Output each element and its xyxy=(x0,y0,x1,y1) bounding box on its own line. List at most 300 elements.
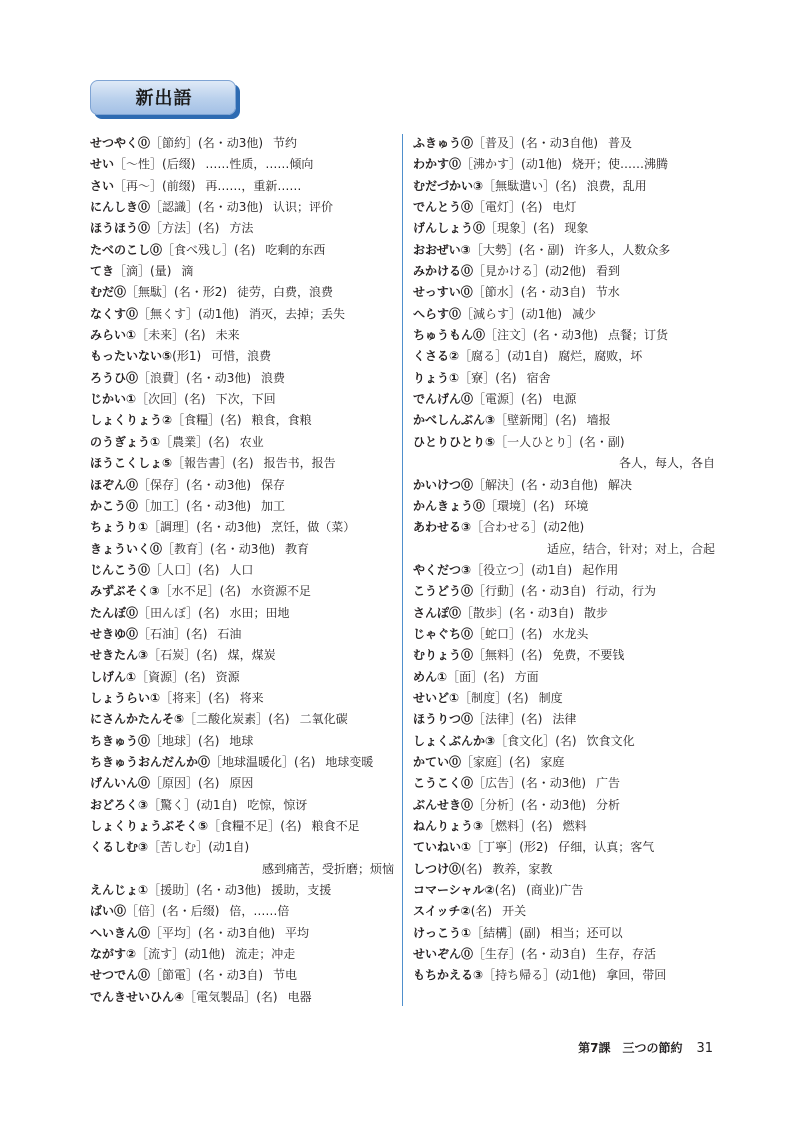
vocab-meaning: 可惜，浪费 xyxy=(211,349,272,364)
vocab-reading: せい xyxy=(90,157,115,172)
vocab-meaning: 行动，行为 xyxy=(596,584,657,599)
vocab-part-of-speech: (动1他) xyxy=(184,947,226,962)
vocab-kanji: ［電気製品］ xyxy=(184,989,257,1004)
vocab-part-of-speech: (名) xyxy=(483,669,505,684)
vocab-meaning: 解决 xyxy=(608,477,633,492)
vocab-kanji: ［解決］ xyxy=(473,477,522,492)
vocab-kanji: ［分析］ xyxy=(473,797,522,812)
vocab-kanji: ［平均］ xyxy=(150,925,199,940)
vocab-meaning: 法律 xyxy=(552,712,577,727)
vocab-entry xyxy=(90,218,394,239)
vocab-kanji: ［石炭］ xyxy=(148,648,197,663)
vocab-reading: みずぶそく③ xyxy=(90,584,160,599)
vocab-reading: りょう① xyxy=(413,370,460,385)
vocab-part-of-speech: (名・副) xyxy=(579,434,625,449)
vocab-meaning: 粮食不足 xyxy=(311,819,360,833)
vocab-entry xyxy=(413,709,715,730)
vocab-part-of-speech: (名) xyxy=(268,712,290,727)
vocab-reading: さんぽ⓪ xyxy=(413,605,462,620)
vocab-kanji: ［結構］ xyxy=(471,925,520,940)
vocab-meaning: 节水 xyxy=(595,285,620,300)
column-divider xyxy=(402,134,403,1006)
vocab-reading: ほぞん⓪ xyxy=(90,477,139,492)
vocab-meaning: 分析 xyxy=(596,797,621,812)
vocab-part-of-speech: (名) xyxy=(521,200,543,215)
vocab-kanji: ［人口］ xyxy=(150,562,199,577)
vocab-meaning: 加工 xyxy=(261,498,286,513)
vocab-entry xyxy=(90,965,394,986)
vocab-part-of-speech: (名) xyxy=(531,819,553,833)
vocab-meaning: 普及 xyxy=(608,136,633,150)
vocab-meaning: 烹饪，做（菜） xyxy=(271,520,356,535)
vocab-kanji: ［一人ひとり］ xyxy=(495,434,580,449)
vocab-reading: のうぎょう① xyxy=(90,434,161,449)
vocab-part-of-speech: (名・动3他) xyxy=(198,200,264,215)
vocab-part-of-speech: (名) xyxy=(555,178,577,193)
vocab-meaning: 援助，支援 xyxy=(271,883,332,898)
vocab-reading: むりょう⓪ xyxy=(413,648,474,663)
vocab-entry xyxy=(413,475,715,496)
vocab-entry xyxy=(90,795,394,816)
vocab-kanji: ［燃料］ xyxy=(483,819,532,833)
vocab-reading: むだづかい③ xyxy=(413,178,484,193)
vocab-entry xyxy=(413,432,715,453)
vocab-kanji: ［合わせる］ xyxy=(471,520,544,535)
vocab-part-of-speech: (动1自) xyxy=(196,797,238,812)
vocab-reading: へらす⓪ xyxy=(413,306,462,321)
vocab-reading: ふきゅう⓪ xyxy=(413,136,474,150)
vocab-entry xyxy=(90,987,394,1008)
vocab-kanji: ［法律］ xyxy=(473,712,522,727)
vocab-kanji: ［家庭］ xyxy=(461,754,510,769)
vocab-reading: しょくりょう② xyxy=(90,413,173,428)
vocab-part-of-speech: (名) xyxy=(256,989,278,1004)
vocab-part-of-speech: (名・动3他) xyxy=(186,498,252,513)
vocab-reading: しょくぶんか③ xyxy=(413,733,496,748)
vocab-kanji: ［次回］ xyxy=(136,392,185,407)
vocab-reading: こうこく⓪ xyxy=(413,776,474,791)
vocab-part-of-speech: (名) xyxy=(470,904,493,919)
vocab-meaning: 许多人，人数众多 xyxy=(574,242,671,257)
vocab-reading: くさる② xyxy=(413,349,460,364)
vocab-part-of-speech: (名) xyxy=(186,626,208,641)
vocab-reading: こうどう⓪ xyxy=(413,584,474,599)
vocab-kanji: ［腐る］ xyxy=(459,349,508,364)
vocab-reading: かてい⓪ xyxy=(413,754,462,769)
vocab-part-of-speech: (动1他) xyxy=(521,306,563,321)
vocab-kanji: ［減らす］ xyxy=(461,306,522,321)
vocab-entry xyxy=(413,282,715,303)
vocab-kanji: ［報告書］ xyxy=(172,456,233,471)
vocab-entry xyxy=(413,368,715,389)
vocab-part-of-speech: (名・动3自) xyxy=(521,584,587,599)
vocab-meaning: 家庭 xyxy=(540,754,565,769)
vocab-meaning: 流走；冲走 xyxy=(235,947,296,962)
vocab-kanji: ［未来］ xyxy=(136,328,185,343)
vocab-entry xyxy=(90,154,394,175)
vocab-kanji: ［蛇口］ xyxy=(473,626,522,641)
vocab-reading: めん① xyxy=(413,669,448,684)
vocab-part-of-speech: (名) xyxy=(234,242,256,257)
vocab-meaning: 腐烂，腐败，坏 xyxy=(558,349,643,364)
vocab-entry xyxy=(413,261,715,282)
vocab-entry xyxy=(413,859,715,880)
vocab-reading: せきゆ⓪ xyxy=(90,626,139,641)
vocab-entry xyxy=(90,197,394,218)
vocab-entry xyxy=(90,133,394,154)
vocab-entry xyxy=(90,603,394,624)
vocab-entry xyxy=(413,218,715,239)
vocab-part-of-speech: (动2他) xyxy=(543,520,585,535)
vocab-kanji: ［驚く］ xyxy=(148,797,197,812)
vocab-entry xyxy=(413,346,715,367)
vocab-part-of-speech: (名) xyxy=(555,733,577,748)
vocab-part-of-speech: (名・动3他) xyxy=(186,370,252,385)
vocab-reading: やくだつ③ xyxy=(413,562,472,577)
vocab-entry xyxy=(413,133,715,154)
vocab-entry xyxy=(413,752,715,773)
vocab-meaning: 点餐；订货 xyxy=(608,328,669,343)
vocab-kanji: ［調理］ xyxy=(148,520,197,535)
vocab-part-of-speech: (名・形2) xyxy=(174,285,228,300)
vocab-reading: かべしんぶん③ xyxy=(413,413,496,428)
vocab-entry xyxy=(90,496,394,517)
vocab-meaning: 节电 xyxy=(273,968,298,983)
vocab-entry xyxy=(413,645,715,666)
vocab-kanji: ［寮］ xyxy=(459,370,496,385)
vocab-kanji: ［田んぼ］ xyxy=(138,605,199,620)
vocab-meaning: 地球 xyxy=(229,733,254,748)
vocab-reading: せいど① xyxy=(413,690,460,705)
vocab-reading: せいぞん⓪ xyxy=(413,947,474,962)
vocab-meaning: 浪费，乱用 xyxy=(586,178,647,193)
vocab-entry xyxy=(413,603,715,624)
vocab-reading: げんいん⓪ xyxy=(90,776,151,791)
vocab-kanji: ［環境］ xyxy=(485,498,534,513)
vocab-reading: でんとう⓪ xyxy=(413,200,474,215)
vocab-meaning: 节约 xyxy=(273,136,298,150)
vocab-reading: みらい① xyxy=(90,328,137,343)
vocab-part-of-speech: (名・动3他) xyxy=(196,883,262,898)
vocab-reading: せつやく⓪ xyxy=(90,136,151,150)
vocab-kanji: ［浪費］ xyxy=(138,370,187,385)
vocab-kanji: ［食糧不足］ xyxy=(208,819,281,833)
vocab-part-of-speech: (名) xyxy=(208,434,230,449)
vocab-part-of-speech: (名・动3自他) xyxy=(198,925,276,940)
vocab-reading: でんきせいひん④ xyxy=(90,989,185,1004)
vocab-reading: でんげん⓪ xyxy=(413,392,474,407)
vocab-kanji: ［流す］ xyxy=(136,947,185,962)
vocab-kanji: ［資源］ xyxy=(136,669,185,684)
vocab-part-of-speech: (名・动3他) xyxy=(521,797,587,812)
vocab-meaning: 散步 xyxy=(584,605,609,620)
vocab-reading: じかい① xyxy=(90,392,137,407)
vocab-reading: かんきょう⓪ xyxy=(413,498,486,513)
vocab-entry xyxy=(413,773,715,794)
vocab-kanji: ［現象］ xyxy=(485,221,534,236)
vocab-entry xyxy=(90,901,394,922)
vocab-meaning: 人口 xyxy=(229,562,254,577)
vocab-meaning: 广告 xyxy=(596,776,621,791)
vocab-part-of-speech: (名・动3自) xyxy=(521,947,587,962)
vocab-entry xyxy=(413,624,715,645)
vocab-entry xyxy=(90,624,394,645)
vocab-meaning: 石油 xyxy=(217,626,242,641)
vocab-kanji: ［見かける］ xyxy=(473,264,546,279)
vocab-reading: むだ⓪ xyxy=(90,285,127,300)
vocab-kanji: ［滴］ xyxy=(114,264,151,279)
vocab-part-of-speech: (动1他) xyxy=(555,968,597,983)
vocab-kanji: ［壁新聞］ xyxy=(495,413,556,428)
vocab-meaning: 倍，……倍 xyxy=(229,904,290,919)
vocab-entry xyxy=(413,154,715,175)
vocab-entry xyxy=(90,240,394,261)
vocab-reading: しつけ⓪ xyxy=(413,861,462,876)
vocab-part-of-speech: (名) xyxy=(184,328,206,343)
vocab-reading: ねんりょう③ xyxy=(413,819,484,833)
vocab-part-of-speech: (名・动3他) xyxy=(210,541,276,556)
vocab-meaning: 电源 xyxy=(552,392,577,407)
vocab-reading: ほうりつ⓪ xyxy=(413,712,474,727)
vocab-kanji: ［役立つ］ xyxy=(471,562,532,577)
vocab-part-of-speech: (名) xyxy=(521,392,543,407)
vocab-reading: ちゅうもん⓪ xyxy=(413,328,486,343)
vocab-reading: ぶんせき⓪ xyxy=(413,797,474,812)
vocab-reading: ろうひ⓪ xyxy=(90,370,139,385)
vocab-entry xyxy=(90,837,394,858)
vocab-meaning: 水田；田地 xyxy=(229,605,290,620)
vocab-meaning: 制度 xyxy=(538,690,563,705)
vocab-reading: しょくりょうぶそく⑤ xyxy=(90,819,209,833)
vocab-part-of-speech: (名) xyxy=(521,712,543,727)
vocab-kanji: ［節約］ xyxy=(150,136,199,150)
vocab-column-left xyxy=(90,133,394,1013)
vocab-entry xyxy=(90,773,394,794)
vocab-kanji: ［電灯］ xyxy=(473,200,522,215)
vocab-part-of-speech: (名・动3他) xyxy=(198,136,264,150)
vocab-kanji: ［無くす］ xyxy=(138,306,199,321)
vocab-entry xyxy=(413,795,715,816)
vocab-kanji: ［教育］ xyxy=(162,541,211,556)
vocab-meaning: 方面 xyxy=(514,669,539,684)
vocab-entry xyxy=(90,282,394,303)
vocab-entry xyxy=(90,539,394,560)
vocab-meaning-continued: 适应，结合，针对；对上，合起 xyxy=(546,541,715,556)
vocab-kanji: ［原因］ xyxy=(150,776,199,791)
vocab-entry xyxy=(413,496,715,517)
vocab-part-of-speech: (动1自) xyxy=(208,840,250,855)
vocab-kanji: ［農業］ xyxy=(160,434,209,449)
vocab-part-of-speech: (名・动3他) xyxy=(521,776,587,791)
vocab-kanji: ［行動］ xyxy=(473,584,522,599)
vocab-part-of-speech: (形1) xyxy=(172,349,202,364)
vocab-reading: みかける⓪ xyxy=(413,264,474,279)
vocab-meaning: 将来 xyxy=(239,690,264,705)
vocab-kanji: ［大勢］ xyxy=(470,242,519,257)
vocab-reading: もちかえる③ xyxy=(413,968,484,983)
vocab-part-of-speech: (名・后缀) xyxy=(162,904,220,919)
vocab-part-of-speech: (名・动3他) xyxy=(186,477,252,492)
vocab-kanji: ［広告］ xyxy=(473,776,522,791)
vocab-entry xyxy=(413,688,715,709)
vocab-meaning: 水资源不足 xyxy=(250,584,311,599)
vocab-meaning: 浪费 xyxy=(261,370,286,385)
vocab-column-right xyxy=(413,133,715,1013)
vocab-meaning: 电灯 xyxy=(552,200,577,215)
vocab-part-of-speech: (名) xyxy=(461,861,483,876)
vocab-entry xyxy=(413,880,715,901)
section-title: 新出語 xyxy=(135,88,193,109)
vocab-meaning: 烧开；使……沸腾 xyxy=(572,157,669,172)
vocab-entry xyxy=(413,389,715,410)
vocab-reading: じんこう⓪ xyxy=(90,562,151,577)
vocab-meaning: 地球变暖 xyxy=(325,754,374,769)
vocab-entry xyxy=(413,240,715,261)
vocab-kanji: ［倍］ xyxy=(126,904,163,919)
vocab-meaning: 滴 xyxy=(181,264,194,279)
vocab-part-of-speech: (动1自) xyxy=(507,349,549,364)
vocab-part-of-speech: (量) xyxy=(150,264,172,279)
vocab-meaning: 宿舍 xyxy=(526,370,551,385)
vocab-part-of-speech: (名) xyxy=(208,690,230,705)
vocab-part-of-speech: (名) xyxy=(196,648,218,663)
vocab-part-of-speech: (名) xyxy=(533,221,555,236)
vocab-meaning: 墙报 xyxy=(586,413,611,428)
vocab-kanji: ［普及］ xyxy=(473,136,522,150)
vocab-meaning: ……性质，……倾向 xyxy=(205,157,314,172)
vocab-kanji: ［面］ xyxy=(447,669,484,684)
vocab-entry xyxy=(90,816,394,837)
vocab-reading: ほうこくしょ⑤ xyxy=(90,456,173,471)
vocab-meaning: 平均 xyxy=(285,925,310,940)
vocab-kanji: ［散歩］ xyxy=(461,605,510,620)
vocab-reading: もったいない⑤ xyxy=(90,349,173,364)
vocab-entry xyxy=(413,197,715,218)
vocab-kanji: ［無駄］ xyxy=(126,285,175,300)
vocab-entry xyxy=(90,517,394,538)
vocab-meaning: 农业 xyxy=(239,434,264,449)
vocab-meaning: 方法 xyxy=(229,221,254,236)
vocab-reading: ばい⓪ xyxy=(90,904,127,919)
vocab-entry xyxy=(413,410,715,431)
vocab-reading: あわせる③ xyxy=(413,520,472,535)
vocab-kanji: ［食べ残し］ xyxy=(162,242,235,257)
vocab-part-of-speech: (名) xyxy=(495,370,517,385)
vocab-reading: げんしょう⓪ xyxy=(413,221,486,236)
vocab-meaning: 徒劳，白费，浪费 xyxy=(237,285,334,300)
vocab-reading: ていねい① xyxy=(413,840,472,855)
vocab-entry xyxy=(413,901,715,922)
vocab-part-of-speech: (名) xyxy=(198,776,220,791)
vocab-part-of-speech: (名) xyxy=(521,648,543,663)
vocab-meaning: 教育 xyxy=(285,541,310,556)
vocab-kanji: ［苦しむ］ xyxy=(148,840,209,855)
vocab-kanji: ［注文］ xyxy=(485,328,534,343)
vocab-meaning: 看到 xyxy=(596,264,621,279)
vocab-kanji: ［～性］ xyxy=(114,157,163,172)
vocab-entry xyxy=(90,432,394,453)
vocab-meaning: 生存，存活 xyxy=(596,947,657,962)
vocab-entry xyxy=(413,965,715,986)
vocab-kanji: ［水不足］ xyxy=(159,584,220,599)
vocab-kanji: ［持ち帰る］ xyxy=(483,968,556,983)
vocab-meaning: 仔细，认真；客气 xyxy=(558,840,655,855)
vocab-reading: なくす⓪ xyxy=(90,306,139,321)
vocab-part-of-speech: (名・动3他) xyxy=(196,520,262,535)
vocab-reading: スイッチ② xyxy=(413,904,471,919)
vocab-kanji: ［生存］ xyxy=(473,947,522,962)
vocab-entry xyxy=(413,560,715,581)
page-footer xyxy=(578,1040,713,1056)
vocab-kanji: ［丁寧］ xyxy=(471,840,520,855)
page-number: 31 xyxy=(696,1041,713,1056)
vocab-reading: かいけつ⓪ xyxy=(413,477,474,492)
footer-lesson-title: 第7課 三つの節約 xyxy=(578,1041,683,1055)
vocab-meaning: 开关 xyxy=(502,904,527,919)
vocab-reading: ちきゅう⓪ xyxy=(90,733,151,748)
vocab-entry xyxy=(90,325,394,346)
vocab-reading: てき xyxy=(90,264,115,279)
vocab-kanji: ［沸かす］ xyxy=(461,157,522,172)
vocab-reading: へいきん⓪ xyxy=(90,925,151,940)
vocab-meaning: 起作用 xyxy=(582,562,619,577)
vocab-part-of-speech: (名・动3自他) xyxy=(521,477,599,492)
vocab-meaning: 教养，家教 xyxy=(492,861,553,876)
vocab-meaning: 煤，煤炭 xyxy=(227,648,276,663)
vocab-part-of-speech: (名) xyxy=(494,883,517,898)
vocab-kanji: ［食糧］ xyxy=(172,413,221,428)
vocab-reading: ちょうり① xyxy=(90,520,149,535)
vocab-part-of-speech: (名・副) xyxy=(518,242,565,257)
vocab-kanji: ［援助］ xyxy=(148,883,197,898)
vocab-kanji: ［制度］ xyxy=(459,690,508,705)
vocab-part-of-speech: (后缀) xyxy=(162,157,196,172)
vocab-reading: しょうらい① xyxy=(90,690,161,705)
vocab-meaning: 下次，下回 xyxy=(215,392,276,407)
vocab-reading: しげん① xyxy=(90,669,137,684)
vocab-reading: さい xyxy=(90,178,115,193)
vocab-entry xyxy=(413,944,715,965)
vocab-part-of-speech: (名) xyxy=(198,733,220,748)
vocab-kanji: ［節電］ xyxy=(150,968,199,983)
vocab-part-of-speech: (名) xyxy=(184,392,206,407)
vocab-meaning: 饮食文化 xyxy=(586,733,635,748)
vocab-meaning: 燃料 xyxy=(562,819,587,833)
vocab-kanji: ［電源］ xyxy=(473,392,522,407)
vocab-meaning: 原因 xyxy=(229,776,254,791)
vocab-reading: せっすい⓪ xyxy=(413,285,473,300)
vocab-part-of-speech: (名・动3自) xyxy=(509,605,575,620)
vocab-part-of-speech: (名) xyxy=(232,456,254,471)
vocab-part-of-speech: (动1他) xyxy=(521,157,563,172)
vocab-kanji: ［認識］ xyxy=(150,200,199,215)
vocab-reading: たべのこし⓪ xyxy=(90,242,163,257)
vocab-entry xyxy=(413,731,715,752)
vocab-reading: せきたん③ xyxy=(90,648,149,663)
vocab-part-of-speech: (名) xyxy=(507,690,529,705)
vocab-kanji: ［方法］ xyxy=(150,221,199,236)
vocab-part-of-speech: (副) xyxy=(519,925,541,940)
vocab-reading: きょういく⓪ xyxy=(90,541,163,556)
vocab-entry xyxy=(90,560,394,581)
vocab-kanji: ［保存］ xyxy=(138,477,187,492)
vocab-part-of-speech: (名) xyxy=(280,819,302,833)
vocab-reading: おどろく③ xyxy=(90,797,149,812)
vocab-entry xyxy=(413,837,715,858)
vocab-entry xyxy=(90,880,394,901)
section-badge xyxy=(90,80,236,115)
vocab-meaning: 环境 xyxy=(564,498,589,513)
